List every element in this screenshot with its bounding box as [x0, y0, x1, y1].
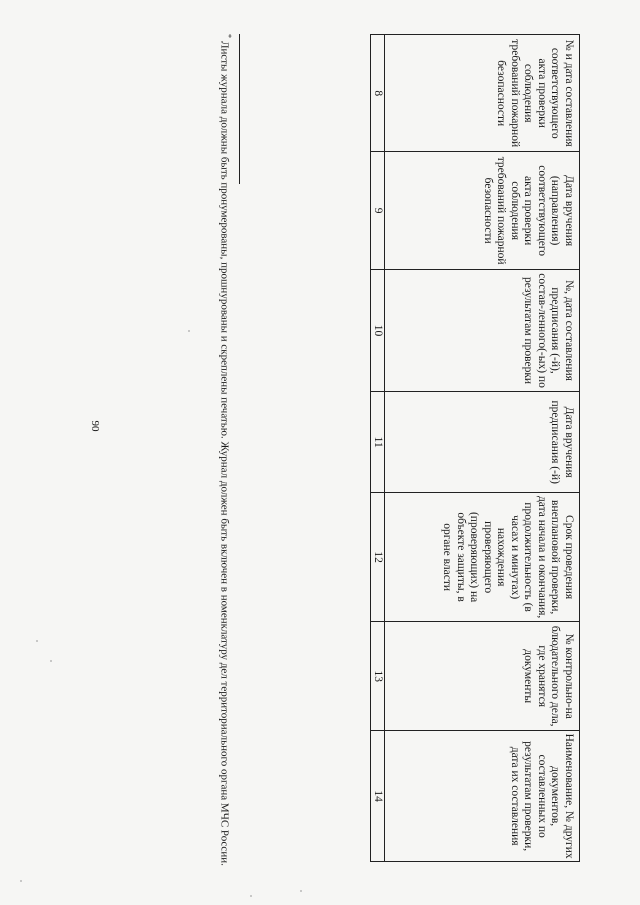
- footnote: [217, 34, 235, 874]
- journal-table: [370, 34, 580, 862]
- header-cell-act-number-date: № и дата составления соответствующего акта проверки соблюдения требований пожарной безопасности: [385, 35, 580, 152]
- footnote-text: Листы журнала должны быть пронумерованы, прошнурованы и скреплены печатью. Журнал должен быть включен в номенклатуру дел территориального органа МЧС России.: [218, 41, 231, 866]
- rotated-page-content: [60, 22, 580, 882]
- scan-speck: [36, 640, 38, 642]
- footnote-separator: [239, 34, 240, 184]
- column-number: 12: [371, 493, 386, 622]
- scan-speck: [188, 330, 190, 332]
- footnote-marker: *: [224, 34, 233, 38]
- header-cell-act-delivery-date: Дата вручения (направления) соответствующего акта проверки соблюдения требований пожарной безопасности: [385, 152, 580, 269]
- column-number: 9: [371, 152, 386, 269]
- header-cell-order-delivery-date: Дата вручения предписания (-й): [385, 392, 580, 493]
- column-number: 13: [371, 622, 386, 731]
- header-cell-other-documents: Наименование, № других документов, составленных по результатам проверки, дата их составления: [385, 731, 580, 862]
- column-number: 11: [371, 392, 386, 493]
- header-row: [385, 35, 580, 862]
- header-cell-case-number: № контрольно-на блюдательного дела, где хранятся документы: [385, 622, 580, 731]
- scan-speck: [50, 660, 52, 662]
- header-cell-order-number-date: №, дата составления предписания (-й), состав-ленного(-ых) по результатам проверки: [385, 269, 580, 391]
- header-cell-inspection-term: Срок проведения внеплановой проверки, дата начала и окончания, продолжительность (в часах и минутах) нахождения проверяющего (проверяющих) на объекте защиты, в органе власти: [385, 493, 580, 622]
- scan-speck: [250, 895, 252, 897]
- scan-speck: [300, 890, 302, 892]
- column-number: 14: [371, 731, 386, 862]
- page-number: 90: [89, 420, 101, 432]
- scan-speck: [20, 880, 22, 882]
- column-number: 10: [371, 269, 386, 391]
- column-number-row: [371, 35, 386, 862]
- column-number: 8: [371, 35, 386, 152]
